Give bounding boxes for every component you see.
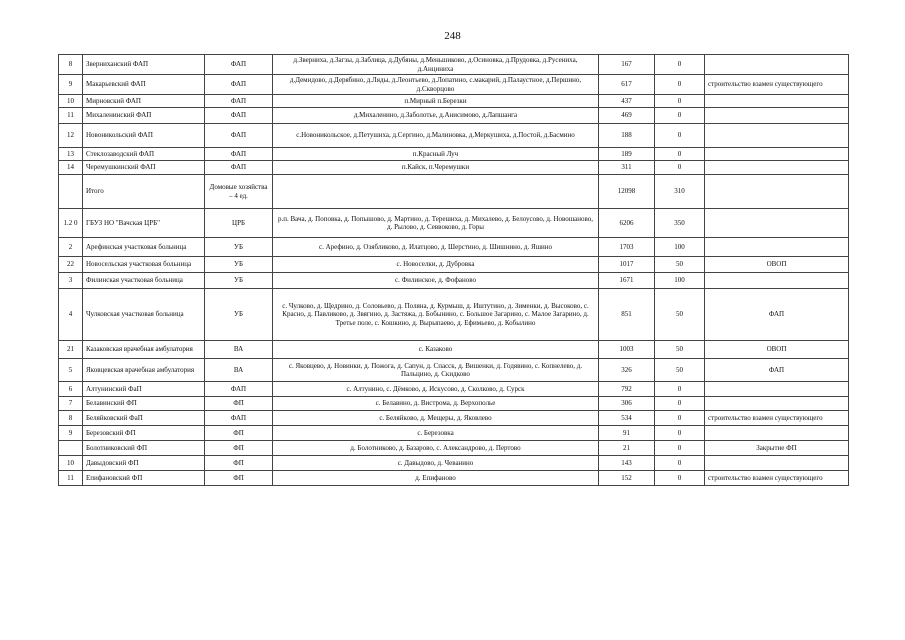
- facility-name-cell: Стеклозаводский ФАП: [83, 148, 205, 161]
- note-cell: [705, 175, 849, 209]
- capacity-cell: 0: [655, 75, 705, 95]
- note-cell: [705, 456, 849, 471]
- facility-type-cell: ФП: [205, 441, 273, 456]
- table-row: [59, 456, 849, 471]
- settlements-cell: с.Новоникольское, д.Петушиха, д.Сергино, д.Малиновка, д.Меркушиха, д.Постой, д.Басмино: [273, 124, 599, 148]
- capacity-cell: 50: [655, 359, 705, 382]
- facility-name-cell: Березовский ФП: [83, 426, 205, 441]
- settlements-cell: с. Беляйково, д. Мещеры, д. Яковлево: [273, 411, 599, 426]
- row-number-cell: 11: [59, 471, 83, 486]
- settlements-cell: д.Зверниха, д.Загзы, д.Заблица, д.Дубяны, д.Меньшиково, д.Осиновка, д.Прудовка, д.Русениха, д.Анциниха: [273, 55, 599, 75]
- population-cell: 1671: [599, 273, 655, 289]
- row-number-cell: 5: [59, 359, 83, 382]
- facility-type-cell: ФАП: [205, 382, 273, 397]
- population-cell: 1017: [599, 257, 655, 273]
- settlements-cell: д.Михаленино, д.Заболотье, д.Анисимово, д.Лапшанга: [273, 108, 599, 124]
- settlements-cell: с. Яковцево, д. Новинки, д. Пожога, д. Сапун, д. Спасск, д. Вишенки, д. Годявино, с. Копнелево, д. Пальцино, д. Скидково: [273, 359, 599, 382]
- facility-type-cell: ФАП: [205, 55, 273, 75]
- table-row: [59, 209, 849, 238]
- row-number-cell: 9: [59, 75, 83, 95]
- facility-name-cell: Казаковская врачебная амбулатория: [83, 341, 205, 359]
- table-row: [59, 289, 849, 341]
- settlements-cell: [273, 175, 599, 209]
- row-number-cell: 3: [59, 273, 83, 289]
- row-number-cell: 13: [59, 148, 83, 161]
- note-cell: строительство взамен существующего: [705, 411, 849, 426]
- population-cell: 617: [599, 75, 655, 95]
- settlements-cell: с. Давыдово, д. Чеванино: [273, 456, 599, 471]
- capacity-cell: 50: [655, 257, 705, 273]
- note-cell: ОВОП: [705, 257, 849, 273]
- capacity-cell: 310: [655, 175, 705, 209]
- facility-name-cell: Беляйковский ФаП: [83, 411, 205, 426]
- facility-type-cell: ФП: [205, 456, 273, 471]
- facility-type-cell: ФАП: [205, 148, 273, 161]
- page-number: 248: [444, 30, 461, 42]
- note-cell: ФАП: [705, 359, 849, 382]
- population-cell: 469: [599, 108, 655, 124]
- facility-type-cell: ЦРБ: [205, 209, 273, 238]
- row-number-cell: 8: [59, 411, 83, 426]
- population-cell: 534: [599, 411, 655, 426]
- facility-name-cell: Новоникольский ФАП: [83, 124, 205, 148]
- row-number-cell: 4: [59, 289, 83, 341]
- capacity-cell: 0: [655, 148, 705, 161]
- population-cell: 12098: [599, 175, 655, 209]
- row-number-cell: 6: [59, 382, 83, 397]
- capacity-cell: 50: [655, 341, 705, 359]
- row-number-cell: [59, 441, 83, 456]
- facility-name-cell: Новосельская участковая больница: [83, 257, 205, 273]
- facility-type-cell: УБ: [205, 289, 273, 341]
- note-cell: строительство взамен существующего: [705, 471, 849, 486]
- population-cell: 851: [599, 289, 655, 341]
- population-cell: 167: [599, 55, 655, 75]
- capacity-cell: 350: [655, 209, 705, 238]
- note-cell: [705, 161, 849, 175]
- capacity-cell: 0: [655, 471, 705, 486]
- settlements-cell: д. Епифаново: [273, 471, 599, 486]
- settlements-cell: с. Филинское, д. Фофаново: [273, 273, 599, 289]
- row-number-cell: 11: [59, 108, 83, 124]
- population-cell: 21: [599, 441, 655, 456]
- facility-type-cell: ФАП: [205, 161, 273, 175]
- table-row: [59, 95, 849, 108]
- facility-type-cell: ФАП: [205, 108, 273, 124]
- facility-name-cell: Чулковская участковая больница: [83, 289, 205, 341]
- population-cell: 152: [599, 471, 655, 486]
- note-cell: Закрытие ФП: [705, 441, 849, 456]
- note-cell: [705, 397, 849, 411]
- facility-name-cell: Болотниковский ФП: [83, 441, 205, 456]
- facility-type-cell: ФП: [205, 471, 273, 486]
- facility-type-cell: ФП: [205, 426, 273, 441]
- table-row: [59, 108, 849, 124]
- settlements-cell: с. Чулково, д. Щедрино, д. Соловьево, д. Поляна, д. Курмыш, д. Иштутино, д. Зименки, д. Высоково, с. Красно, д. Павликово, д. Звягино, д. Застяжа, д. Бобынино, с. Большое Загарино, с. Малое Загарино, д. Третье поле, с. Кошкино, д. Вырыпаево, д. Ефимьево, д. Кобылино: [273, 289, 599, 341]
- population-cell: 792: [599, 382, 655, 397]
- population-cell: 311: [599, 161, 655, 175]
- facility-type-cell: Домовые хозяйства – 4 ед.: [205, 175, 273, 209]
- settlements-cell: р.п. Вача, д. Поповка, д. Попышово, д. Мартино, д. Терешиха, д. Михалево, д. Белоусово, д. Новошаново, д. Рылово, д. Севвоково, д. Горы: [273, 209, 599, 238]
- capacity-cell: 0: [655, 397, 705, 411]
- facility-name-cell: Зверниханский ФАП: [83, 55, 205, 75]
- capacity-cell: 0: [655, 411, 705, 426]
- population-cell: 189: [599, 148, 655, 161]
- facility-name-cell: Арефинская участковая больница: [83, 238, 205, 257]
- facility-type-cell: ФАП: [205, 411, 273, 426]
- facility-type-cell: УБ: [205, 257, 273, 273]
- row-number-cell: 14: [59, 161, 83, 175]
- capacity-cell: 0: [655, 382, 705, 397]
- capacity-cell: 0: [655, 456, 705, 471]
- facility-name-cell: Давыдовский ФП: [83, 456, 205, 471]
- capacity-cell: 0: [655, 124, 705, 148]
- table-row: [59, 382, 849, 397]
- table-row: [59, 75, 849, 95]
- facility-name-cell: Филинская участковая больница: [83, 273, 205, 289]
- population-cell: 143: [599, 456, 655, 471]
- capacity-cell: 100: [655, 273, 705, 289]
- note-cell: [705, 238, 849, 257]
- row-number-cell: 7: [59, 397, 83, 411]
- population-cell: 188: [599, 124, 655, 148]
- population-cell: 437: [599, 95, 655, 108]
- note-cell: ФАП: [705, 289, 849, 341]
- settlements-cell: с. Алтунино, с. Дёмково, д. Искусово, д. Сколково, д. Сурск: [273, 382, 599, 397]
- table-row: [59, 426, 849, 441]
- table-row: [59, 55, 849, 75]
- capacity-cell: 0: [655, 426, 705, 441]
- population-cell: 1003: [599, 341, 655, 359]
- note-cell: [705, 426, 849, 441]
- row-number-cell: 8: [59, 55, 83, 75]
- note-cell: [705, 148, 849, 161]
- population-cell: 91: [599, 426, 655, 441]
- facility-type-cell: ФАП: [205, 95, 273, 108]
- table-row: [59, 397, 849, 411]
- settlements-cell: с. Арефино, д. Озябликово, д. Илатцово, д. Шерстино, д. Шишнино, д. Яшино: [273, 238, 599, 257]
- table-row: [59, 148, 849, 161]
- capacity-cell: 0: [655, 441, 705, 456]
- population-cell: 1703: [599, 238, 655, 257]
- facility-type-cell: ВА: [205, 359, 273, 382]
- facility-name-cell: Черемушкинский ФАП: [83, 161, 205, 175]
- facility-type-cell: УБ: [205, 238, 273, 257]
- table-row: [59, 273, 849, 289]
- capacity-cell: 0: [655, 95, 705, 108]
- table-row: [59, 341, 849, 359]
- facility-name-cell: Яковцевская врачебная амбулатория: [83, 359, 205, 382]
- row-number-cell: [59, 175, 83, 209]
- table-row: [59, 257, 849, 273]
- table-row: [59, 411, 849, 426]
- capacity-cell: 0: [655, 108, 705, 124]
- settlements-cell: с. Новоселки, д. Дубровка: [273, 257, 599, 273]
- facility-name-cell: Михаленинский ФАП: [83, 108, 205, 124]
- table-row: [59, 441, 849, 456]
- facility-type-cell: ФАП: [205, 75, 273, 95]
- facilities-table: [58, 54, 849, 486]
- note-cell: [705, 55, 849, 75]
- population-cell: 306: [599, 397, 655, 411]
- row-number-cell: 9: [59, 426, 83, 441]
- facility-name-cell: ГБУЗ НО "Вачская ЦРБ": [83, 209, 205, 238]
- facility-type-cell: ВА: [205, 341, 273, 359]
- table-row: [59, 161, 849, 175]
- row-number-cell: 1.2 0: [59, 209, 83, 238]
- row-number-cell: 21: [59, 341, 83, 359]
- table-row: [59, 175, 849, 209]
- settlements-cell: с. Белавино, д. Вистрома, д. Верхополье: [273, 397, 599, 411]
- capacity-cell: 0: [655, 161, 705, 175]
- row-number-cell: 10: [59, 95, 83, 108]
- settlements-cell: с. Березовка: [273, 426, 599, 441]
- capacity-cell: 100: [655, 238, 705, 257]
- facility-name-cell: Мирновский ФАП: [83, 95, 205, 108]
- facility-type-cell: УБ: [205, 273, 273, 289]
- table-row: [59, 238, 849, 257]
- facility-type-cell: ФАП: [205, 124, 273, 148]
- capacity-cell: 50: [655, 289, 705, 341]
- note-cell: [705, 273, 849, 289]
- population-cell: 6206: [599, 209, 655, 238]
- population-cell: 326: [599, 359, 655, 382]
- note-cell: [705, 124, 849, 148]
- note-cell: ОВОП: [705, 341, 849, 359]
- table-row: [59, 124, 849, 148]
- note-cell: [705, 209, 849, 238]
- row-number-cell: 2: [59, 238, 83, 257]
- facility-type-cell: ФП: [205, 397, 273, 411]
- facility-name-cell: Алтунинский ФаП: [83, 382, 205, 397]
- capacity-cell: 0: [655, 55, 705, 75]
- row-number-cell: 22: [59, 257, 83, 273]
- settlements-cell: п.Мирный п.Березки: [273, 95, 599, 108]
- settlements-cell: с. Казаково: [273, 341, 599, 359]
- row-number-cell: 10: [59, 456, 83, 471]
- settlements-cell: д.Демидово, д.Дерябино, д.Ляды, д.Леонтьево, д.Лопатино, с.макарий, д.Палаустное, д.Першино, д.Скворцово: [273, 75, 599, 95]
- note-cell: [705, 108, 849, 124]
- facility-name-cell: Макарьевский ФАП: [83, 75, 205, 95]
- note-cell: строительство взамен существующего: [705, 75, 849, 95]
- table-row: [59, 359, 849, 382]
- settlements-cell: п.Кайск, п.Черемушки: [273, 161, 599, 175]
- settlements-cell: д. Болотниково, д. Базарово, с. Александрово, д. Пертово: [273, 441, 599, 456]
- facility-name-cell: Епифановский ФП: [83, 471, 205, 486]
- note-cell: [705, 95, 849, 108]
- facility-name-cell: Белавинский ФП: [83, 397, 205, 411]
- settlements-cell: п.Красный Луч: [273, 148, 599, 161]
- row-number-cell: 12: [59, 124, 83, 148]
- note-cell: [705, 382, 849, 397]
- facility-name-cell: Итого: [83, 175, 205, 209]
- table-row: [59, 471, 849, 486]
